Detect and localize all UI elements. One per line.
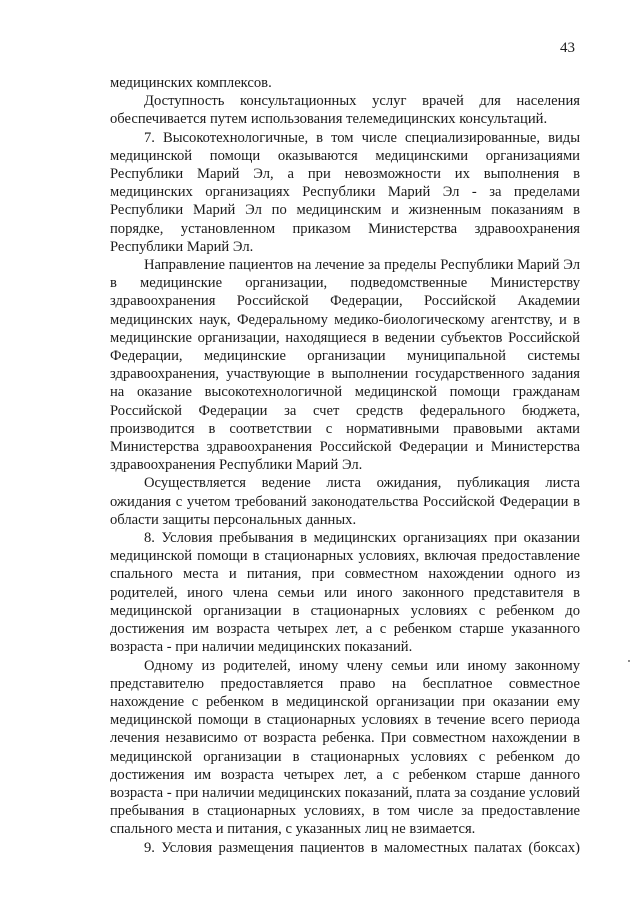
page-number: 43 <box>560 40 575 56</box>
paragraph-1: медицинских комплексов. <box>110 75 272 91</box>
paragraph-6: 8. Условия пребывания в медицинских организациях при оказании медицинской помощи в стационарных условиях, включая предоставление спального места и питания, при совместном нахождении одного из родителей, иного члена семьи или иного законного представителя в медицинской организации в стационарных условиях с ребенком до достижения им возраста четырех лет, а с ребенком старше указанного возраста - при наличии медицинских показаний. <box>110 530 580 656</box>
paragraph-4: Направление пациентов на лечение за пределы Республики Марий Эл в медицинские организации, подведомственные Министерству здравоохранения Российской Федерации, Российской Академии медицинских наук, Федеральному медико-биологическому агентству, и в медицинские организации, находящиеся в ведении субъектов Российской Федерации, медицинские организации муниципальной системы здравоохранения, участвующие в выполнении государственного задания на оказание высокотехнологичной медицинской помощи гражданам Российской Федерации за счет средств федерального бюджета, производится в соответствии с нормативными правовыми актами Министерства здравоохранения Российской Федерации и Министерства здравоохранения Республики Марий Эл. <box>110 257 580 474</box>
paragraph-2: Доступность консультационных услуг врачей для населения обеспечивается путем использования телемедицинских консультаций. <box>110 93 580 128</box>
paragraph-8: 9. Условия размещения пациентов в маломестных палатах (боксах) <box>144 839 580 856</box>
paragraph-3: 7. Высокотехнологичные, в том числе специализированные, виды медицинской помощи оказываются медицинскими организациями Республики Марий Эл, а при невозможности их выполнения в медицинских организациях Республики Марий Эл - за пределами Республики Марий Эл по медицинским и жизненным показаниям в порядке, установленном приказом Министерства здравоохранения Республики Марий Эл. <box>110 129 580 255</box>
scan-speck <box>628 660 630 662</box>
body-text <box>110 74 580 857</box>
paragraph-5: Осуществляется ведение листа ожидания, публикация листа ожидания с учетом требований законодательства Российской Федерации в области защиты персональных данных. <box>110 475 580 528</box>
paragraph-7: Одному из родителей, иному члену семьи или иному законному представителю предоставляется право на бесплатное совместное нахождение с ребенком в медицинской организации при оказании ему медицинской помощи в стационарных условиях в течение всего периода лечения независимо от возраста ребенка. При совместном нахождении в медицинской организации в стационарных условиях с ребенком до достижения им возраста четырех лет, а с ребенком старше данного возраста - при наличии медицинских показаний, плата за создание условий пребывания в стационарных условиях, в том числе за предоставление спального места и питания, с указанных лиц не взимается. <box>110 657 580 838</box>
